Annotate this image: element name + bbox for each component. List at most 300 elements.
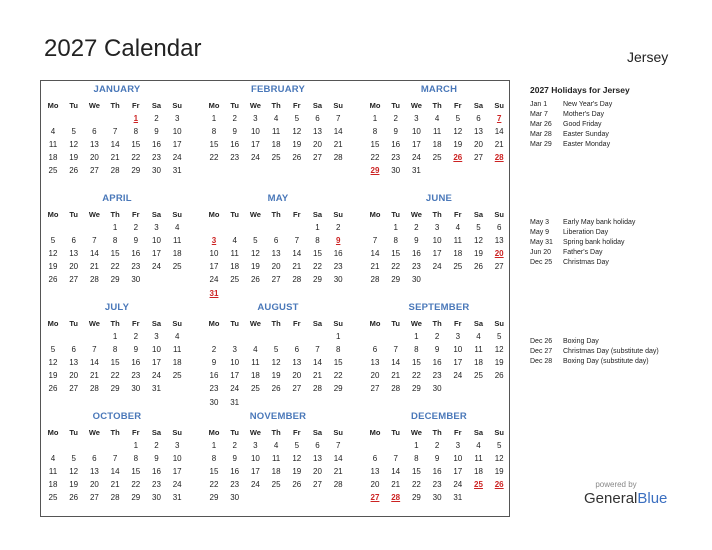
calendar-day: 26 bbox=[48, 275, 58, 285]
calendar-day: 7 bbox=[335, 114, 341, 123]
calendar-day: 14 bbox=[391, 467, 401, 477]
calendar-day: 10 bbox=[432, 236, 442, 246]
calendar-day: 12 bbox=[474, 236, 483, 246]
calendar-day: 27 bbox=[89, 166, 99, 176]
weekday-header: Tu bbox=[230, 210, 239, 219]
calendar-day: 9 bbox=[434, 345, 440, 355]
calendar-day: 18 bbox=[48, 480, 58, 490]
calendar-day: 16 bbox=[131, 358, 141, 368]
calendar-day: 9 bbox=[133, 345, 139, 355]
calendar-day: 11 bbox=[230, 249, 239, 259]
calendar-day: 2 bbox=[133, 332, 139, 341]
calendar-day: 1 bbox=[112, 223, 118, 232]
calendar-day: 14 bbox=[370, 249, 380, 259]
weekday-header: Mo bbox=[47, 428, 59, 437]
calendar-day: 1 bbox=[393, 223, 398, 232]
calendar-day: 3 bbox=[253, 441, 258, 450]
calendar-day: 24 bbox=[453, 480, 463, 490]
calendar-day: 18 bbox=[172, 358, 182, 368]
calendar-day: 13 bbox=[494, 236, 504, 246]
calendar-day: 30 bbox=[209, 397, 219, 407]
calendar-day: 20 bbox=[69, 371, 79, 381]
calendar-day: 30 bbox=[411, 275, 421, 285]
calendar-day: 16 bbox=[391, 140, 401, 150]
weekday-header: Su bbox=[333, 210, 343, 219]
calendar-day: 16 bbox=[209, 371, 219, 381]
holiday-name: Mother's Day bbox=[563, 111, 605, 118]
calendar-day: 26 bbox=[292, 480, 302, 490]
weekday-header: Sa bbox=[151, 210, 162, 219]
calendar-day: 23 bbox=[432, 371, 442, 381]
calendar-day: 19 bbox=[292, 140, 302, 150]
calendar-day: 28 bbox=[313, 384, 322, 394]
calendar-day: 17 bbox=[250, 140, 260, 150]
holiday-date: Jan 1 bbox=[530, 101, 548, 108]
weekday-header: Th bbox=[432, 428, 442, 437]
calendar-day: 14 bbox=[292, 249, 302, 259]
calendar-day: 23 bbox=[411, 262, 421, 272]
calendar-day: 3 bbox=[154, 223, 159, 232]
calendar-day: 29 bbox=[131, 166, 141, 176]
month-name: SEPTEMBER bbox=[408, 302, 470, 313]
holiday-item bbox=[530, 357, 649, 367]
calendar-day: 2 bbox=[154, 114, 159, 123]
weekday-header: Sa bbox=[312, 101, 323, 110]
calendar-day: 7 bbox=[315, 345, 320, 355]
calendar-day: 3 bbox=[154, 332, 159, 341]
calendar-day: 15 bbox=[131, 467, 141, 477]
calendar-day: 3 bbox=[174, 441, 180, 450]
calendar-day: 8 bbox=[133, 127, 139, 137]
calendar-day: 28 bbox=[89, 275, 99, 285]
calendar-day: 31 bbox=[411, 166, 421, 176]
calendar-day: 25 bbox=[172, 371, 182, 381]
holiday-day: 28 bbox=[494, 153, 504, 163]
country-label: Jersey bbox=[627, 49, 669, 65]
calendar-day: 3 bbox=[434, 223, 440, 232]
calendar-day: 5 bbox=[71, 127, 76, 137]
calendar-day: 7 bbox=[112, 127, 118, 137]
calendar-day: 28 bbox=[370, 275, 380, 285]
calendar-day: 11 bbox=[432, 127, 442, 137]
calendar-day: 18 bbox=[474, 358, 483, 368]
holiday-day: 1 bbox=[133, 114, 139, 123]
calendar-day: 27 bbox=[292, 384, 302, 394]
calendar-day: 19 bbox=[69, 480, 79, 490]
calendar-day: 6 bbox=[315, 441, 320, 450]
weekday-header: Su bbox=[333, 319, 343, 328]
calendar-day: 27 bbox=[313, 153, 322, 163]
calendar-day: 4 bbox=[476, 332, 481, 341]
calendar-day: 11 bbox=[474, 454, 483, 464]
calendar-day: 4 bbox=[50, 454, 56, 464]
calendar-day: 20 bbox=[69, 262, 79, 272]
calendar-day: 8 bbox=[315, 236, 320, 246]
month-name: AUGUST bbox=[257, 302, 299, 313]
calendar-day: 5 bbox=[476, 223, 481, 232]
powered-by-label: powered by bbox=[595, 480, 637, 489]
calendar-day: 19 bbox=[271, 371, 281, 381]
calendar-day: 17 bbox=[453, 467, 463, 477]
calendar-day: 13 bbox=[69, 249, 79, 259]
weekday-header: Sa bbox=[473, 210, 484, 219]
weekday-header: Su bbox=[494, 319, 504, 328]
weekday-header: Mo bbox=[47, 319, 59, 328]
weekday-header: Th bbox=[432, 101, 442, 110]
holiday-date: May 3 bbox=[530, 219, 550, 226]
calendar-day: 17 bbox=[209, 262, 219, 272]
holiday-item bbox=[530, 218, 635, 228]
holiday-date: Mar 29 bbox=[530, 141, 552, 148]
calendar-day: 22 bbox=[370, 153, 380, 163]
calendar-day: 21 bbox=[494, 140, 504, 150]
weekday-header: Sa bbox=[473, 428, 484, 437]
weekday-header: We bbox=[410, 101, 422, 110]
holiday-day: 31 bbox=[209, 288, 219, 298]
calendar-day: 3 bbox=[455, 441, 461, 450]
weekday-header: Sa bbox=[151, 428, 162, 437]
calendar-day: 12 bbox=[250, 249, 260, 259]
calendar-day: 21 bbox=[292, 262, 302, 272]
calendar-day: 12 bbox=[48, 249, 58, 259]
calendar-day: 19 bbox=[69, 153, 79, 163]
calendar-day: 13 bbox=[370, 467, 380, 477]
holiday-day: 29 bbox=[370, 166, 380, 176]
calendar-day: 18 bbox=[453, 249, 463, 259]
holiday-item bbox=[530, 120, 602, 130]
calendar-day: 8 bbox=[414, 345, 419, 355]
weekday-header: Su bbox=[494, 428, 504, 437]
calendar-day: 13 bbox=[474, 127, 483, 137]
calendar-day: 23 bbox=[230, 153, 240, 163]
weekday-header: Mo bbox=[369, 319, 381, 328]
calendar-day: 13 bbox=[370, 358, 380, 368]
calendar-day: 5 bbox=[253, 236, 258, 246]
month-name: MAY bbox=[267, 193, 289, 204]
calendar-day: 18 bbox=[271, 140, 281, 150]
calendar-day: 19 bbox=[292, 467, 302, 477]
weekday-header: Fr bbox=[454, 101, 462, 110]
holiday-day: 27 bbox=[370, 493, 380, 503]
calendar-day: 16 bbox=[432, 358, 442, 368]
calendar-day: 21 bbox=[313, 371, 322, 381]
calendar-day: 1 bbox=[414, 441, 419, 450]
calendar-day: 18 bbox=[250, 371, 260, 381]
calendar-day: 26 bbox=[69, 493, 79, 503]
holiday-day: 3 bbox=[211, 236, 217, 246]
month-name: OCTOBER bbox=[92, 411, 142, 422]
calendar-day: 15 bbox=[110, 358, 120, 368]
calendar-day: 16 bbox=[131, 249, 141, 259]
weekday-header: Sa bbox=[312, 428, 323, 437]
calendar-day: 6 bbox=[71, 345, 76, 355]
calendar-day: 12 bbox=[69, 140, 79, 150]
month-name: FEBRUARY bbox=[250, 84, 306, 95]
calendar-day: 16 bbox=[152, 140, 161, 150]
weekday-header: Tu bbox=[391, 319, 400, 328]
calendar-day: 22 bbox=[411, 480, 421, 490]
calendar-day: 24 bbox=[411, 153, 421, 163]
calendar-day: 3 bbox=[174, 114, 180, 123]
weekday-header: Sa bbox=[473, 101, 484, 110]
calendar-day: 8 bbox=[112, 236, 118, 246]
calendar-day: 9 bbox=[232, 454, 237, 464]
calendar-day: 29 bbox=[131, 493, 141, 503]
calendar-day: 4 bbox=[253, 345, 258, 355]
weekday-header: We bbox=[88, 101, 100, 110]
calendar-day: 7 bbox=[92, 236, 97, 246]
calendar-day: 22 bbox=[110, 262, 120, 272]
calendar-day: 25 bbox=[474, 371, 483, 381]
weekday-header: Sa bbox=[151, 101, 162, 110]
calendar-day: 25 bbox=[48, 493, 58, 503]
calendar-day: 29 bbox=[411, 493, 421, 503]
weekday-header: Fr bbox=[132, 210, 140, 219]
generalblue-logo[interactable] bbox=[584, 490, 667, 507]
calendar-day: 23 bbox=[152, 153, 161, 163]
calendar-day: 13 bbox=[89, 467, 99, 477]
calendar-day: 7 bbox=[92, 345, 97, 355]
calendar-day: 30 bbox=[432, 384, 442, 394]
calendar-grid bbox=[40, 80, 510, 517]
holiday-day: 25 bbox=[474, 480, 483, 490]
calendar-day: 10 bbox=[250, 454, 260, 464]
calendar-day: 7 bbox=[393, 345, 398, 355]
calendar-day: 17 bbox=[411, 140, 421, 150]
calendar-day: 2 bbox=[232, 441, 237, 450]
holiday-item bbox=[530, 248, 602, 258]
weekday-header: Tu bbox=[391, 210, 400, 219]
weekday-header: Th bbox=[432, 319, 442, 328]
holiday-name: Boxing Day bbox=[563, 338, 599, 345]
calendar-day: 9 bbox=[154, 127, 159, 137]
calendar-day: 21 bbox=[110, 480, 120, 490]
calendar-day: 3 bbox=[414, 114, 419, 123]
holiday-date: Mar 28 bbox=[530, 131, 552, 138]
holiday-item bbox=[530, 258, 609, 268]
holiday-date: May 9 bbox=[530, 229, 550, 236]
calendar-day: 25 bbox=[250, 384, 260, 394]
calendar-day: 14 bbox=[313, 358, 322, 368]
month-name: JANUARY bbox=[93, 84, 141, 95]
weekday-header: Su bbox=[333, 428, 343, 437]
calendar-day: 24 bbox=[172, 480, 182, 490]
holiday-day: 26 bbox=[494, 480, 504, 490]
calendar-day: 25 bbox=[271, 480, 281, 490]
calendar-day: 16 bbox=[230, 467, 240, 477]
weekday-header: Tu bbox=[69, 101, 78, 110]
calendar-day: 5 bbox=[71, 454, 76, 464]
calendar-day: 5 bbox=[294, 114, 300, 123]
calendar-day: 15 bbox=[313, 249, 322, 259]
weekday-header: Th bbox=[110, 101, 120, 110]
holiday-name: Christmas Day bbox=[563, 259, 609, 266]
calendar-day: 7 bbox=[294, 236, 300, 246]
calendar-day: 12 bbox=[292, 454, 302, 464]
calendar-day: 8 bbox=[414, 454, 419, 464]
calendar-day: 22 bbox=[313, 262, 322, 272]
calendar-day: 25 bbox=[48, 166, 58, 176]
calendar-day: 12 bbox=[494, 454, 504, 464]
calendar-day: 12 bbox=[453, 127, 463, 137]
calendar-day: 1 bbox=[133, 441, 139, 450]
calendar-day: 28 bbox=[110, 493, 120, 503]
calendar-day: 24 bbox=[209, 275, 219, 285]
calendar-day: 2 bbox=[414, 223, 419, 232]
weekday-header: We bbox=[88, 210, 100, 219]
calendar-day: 11 bbox=[173, 236, 182, 246]
weekday-header: We bbox=[249, 319, 261, 328]
calendar-day: 29 bbox=[209, 493, 219, 503]
brand-blue: Blue bbox=[637, 490, 668, 507]
calendar-day: 29 bbox=[411, 384, 421, 394]
holiday-date: Dec 28 bbox=[530, 358, 553, 365]
holiday-date: Dec 25 bbox=[530, 259, 553, 266]
calendar-day: 2 bbox=[232, 114, 237, 123]
calendar-day: 26 bbox=[271, 384, 281, 394]
calendar-day: 13 bbox=[69, 358, 79, 368]
calendar-day: 18 bbox=[271, 467, 281, 477]
calendar-day: 23 bbox=[333, 262, 343, 272]
calendar-day: 16 bbox=[152, 467, 161, 477]
calendar-day: 30 bbox=[152, 493, 161, 503]
calendar-day: 5 bbox=[496, 441, 502, 450]
weekday-header: Mo bbox=[369, 101, 381, 110]
calendar-day: 9 bbox=[211, 358, 217, 368]
weekday-header: Fr bbox=[293, 210, 301, 219]
calendar-day: 30 bbox=[333, 275, 343, 285]
calendar-day: 22 bbox=[209, 480, 219, 490]
calendar-day: 6 bbox=[496, 223, 502, 232]
calendar-day: 10 bbox=[172, 454, 182, 464]
calendar-day: 25 bbox=[432, 153, 442, 163]
holiday-name: Good Friday bbox=[563, 121, 602, 128]
calendar-day: 24 bbox=[172, 153, 182, 163]
calendar-day: 2 bbox=[133, 223, 139, 232]
calendar-day: 21 bbox=[89, 262, 99, 272]
calendar-day: 7 bbox=[372, 236, 378, 246]
holiday-day: 28 bbox=[391, 493, 401, 503]
weekday-header: Mo bbox=[208, 210, 220, 219]
calendar-day: 6 bbox=[372, 454, 378, 464]
holiday-date: Mar 26 bbox=[530, 121, 552, 128]
calendar-day: 2 bbox=[335, 223, 341, 232]
calendar-day: 17 bbox=[432, 249, 442, 259]
calendar-day: 9 bbox=[393, 127, 398, 137]
calendar-day: 27 bbox=[494, 262, 504, 272]
calendar-day: 28 bbox=[292, 275, 302, 285]
weekday-header: Su bbox=[172, 319, 182, 328]
weekday-header: Su bbox=[494, 101, 504, 110]
page-title: 2027 Calendar bbox=[44, 35, 202, 62]
calendar-day: 8 bbox=[372, 127, 378, 137]
calendar-day: 23 bbox=[391, 153, 401, 163]
weekday-header: Th bbox=[271, 210, 281, 219]
holiday-name: Boxing Day (substitute day) bbox=[563, 358, 649, 365]
calendar-day: 20 bbox=[271, 262, 281, 272]
weekday-header: Th bbox=[271, 319, 281, 328]
calendar-day: 23 bbox=[131, 262, 141, 272]
weekday-header: Th bbox=[110, 319, 120, 328]
calendar-day: 1 bbox=[211, 114, 217, 123]
calendar-day: 22 bbox=[391, 262, 401, 272]
calendar-day: 21 bbox=[89, 371, 99, 381]
calendar-day: 26 bbox=[292, 153, 302, 163]
calendar-day: 29 bbox=[110, 384, 120, 394]
calendar-day: 31 bbox=[172, 166, 182, 176]
calendar-day: 12 bbox=[494, 345, 504, 355]
calendar-day: 24 bbox=[230, 384, 240, 394]
calendar-day: 27 bbox=[271, 275, 281, 285]
holiday-item bbox=[530, 130, 609, 140]
weekday-header: Tu bbox=[230, 428, 239, 437]
weekday-header: Tu bbox=[69, 319, 78, 328]
calendar-day: 3 bbox=[253, 114, 258, 123]
month-name: NOVEMBER bbox=[249, 411, 307, 422]
calendar-day: 8 bbox=[112, 345, 118, 355]
calendar-day: 21 bbox=[110, 153, 120, 163]
calendar-day: 15 bbox=[391, 249, 401, 259]
calendar-day: 23 bbox=[152, 480, 161, 490]
calendar-day: 13 bbox=[292, 358, 302, 368]
calendar-day: 21 bbox=[370, 262, 380, 272]
weekday-header: Tu bbox=[230, 319, 239, 328]
holiday-name: Early May bank holiday bbox=[563, 219, 636, 226]
calendar-day: 5 bbox=[50, 345, 56, 355]
calendar-day: 6 bbox=[315, 114, 320, 123]
weekday-header: Fr bbox=[454, 210, 462, 219]
weekday-header: Mo bbox=[369, 428, 381, 437]
calendar-day: 10 bbox=[152, 345, 161, 355]
weekday-header: Fr bbox=[293, 428, 301, 437]
weekday-header: Mo bbox=[369, 210, 381, 219]
calendar-day: 30 bbox=[131, 275, 141, 285]
calendar-day: 28 bbox=[110, 166, 120, 176]
holiday-day: 26 bbox=[453, 153, 463, 163]
calendar-day: 27 bbox=[69, 275, 79, 285]
calendar-day: 22 bbox=[411, 371, 421, 381]
calendar-day: 18 bbox=[172, 249, 182, 259]
calendar-day: 20 bbox=[313, 467, 322, 477]
weekday-header: Fr bbox=[293, 101, 301, 110]
calendar-day: 17 bbox=[230, 371, 240, 381]
weekday-header: We bbox=[410, 319, 422, 328]
calendar-day: 5 bbox=[496, 332, 502, 341]
calendar-day: 31 bbox=[230, 397, 240, 407]
holiday-date: Dec 27 bbox=[530, 348, 553, 355]
calendar-day: 11 bbox=[453, 236, 462, 246]
calendar-day: 30 bbox=[131, 384, 141, 394]
calendar-day: 16 bbox=[432, 467, 442, 477]
holiday-item bbox=[530, 110, 604, 120]
calendar-day: 25 bbox=[230, 275, 240, 285]
calendar-day: 14 bbox=[110, 140, 120, 150]
calendar-day: 31 bbox=[453, 493, 463, 503]
weekday-header: We bbox=[249, 210, 261, 219]
calendar-day: 18 bbox=[474, 467, 483, 477]
month-name: JULY bbox=[104, 302, 130, 313]
calendar-day: 20 bbox=[474, 140, 483, 150]
holiday-name: Easter Sunday bbox=[563, 131, 609, 138]
weekday-header: Tu bbox=[391, 101, 400, 110]
holiday-day: 9 bbox=[335, 236, 341, 246]
calendar-day: 11 bbox=[251, 358, 260, 368]
weekday-header: We bbox=[249, 428, 261, 437]
calendar-day: 19 bbox=[474, 249, 483, 259]
calendar-day: 5 bbox=[50, 236, 56, 246]
weekday-header: Tu bbox=[230, 101, 239, 110]
calendar-day: 27 bbox=[313, 480, 322, 490]
